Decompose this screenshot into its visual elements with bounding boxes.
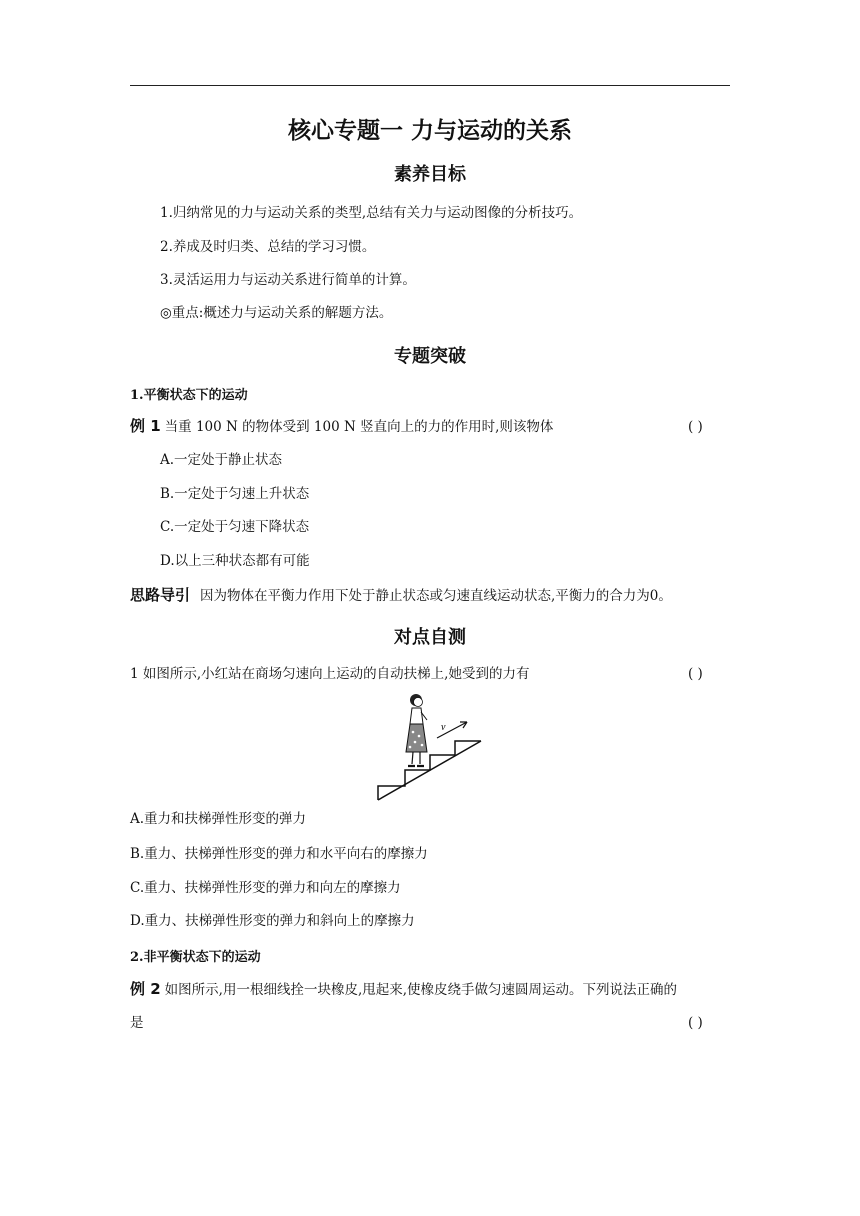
girl-figure: [406, 694, 427, 766]
example-2-label: 例 2: [130, 980, 161, 998]
example-1-option-b: B.一定处于匀速上升状态: [160, 486, 310, 502]
example-1-label: 例 1: [130, 417, 161, 435]
thinking-guide: [130, 586, 672, 605]
breakthrough-heading: 专题突破: [394, 346, 466, 367]
question-1-text: 1 如图所示,小红站在商场匀速向上运动的自动扶梯上,她受到的力有: [130, 666, 530, 682]
goal-item-3: 3.灵活运用力与运动关系进行简单的计算。: [160, 272, 416, 288]
page-title: 核心专题一 力与运动的关系: [287, 118, 572, 144]
thinking-guide-text: 因为物体在平衡力作用下处于静止状态或匀速直线运动状态,平衡力的合力为0。: [200, 588, 672, 604]
goal-item-2: 2.养成及时归类、总结的学习习惯。: [160, 239, 376, 255]
answer-blank: ( ): [688, 1015, 703, 1031]
thinking-guide-label: 思路导引: [130, 586, 191, 604]
selftest-heading: 对点自测: [394, 627, 466, 648]
example-1-option-d: D.以上三种状态都有可能: [160, 553, 310, 569]
velocity-label: v: [441, 722, 446, 733]
question-1-option-a: A.重力和扶梯弹性形变的弹力: [130, 811, 307, 827]
example-1-question: [130, 417, 553, 436]
answer-blank: ( ): [688, 419, 703, 435]
example-1-text: 当重 100 N 的物体受到 100 N 竖直向上的力的作用时,则该物体: [164, 419, 554, 435]
escalator-figure: [375, 690, 485, 802]
example-1-option-a: A.一定处于静止状态: [160, 452, 283, 468]
goal-item-1: 1.归纳常见的力与运动关系的类型,总结有关力与运动图像的分析技巧。: [160, 205, 583, 221]
question-1-option-b: B.重力、扶梯弹性形变的弹力和水平向右的摩擦力: [130, 846, 428, 862]
header-rule: [130, 85, 730, 86]
example-2-text-cont: 是: [130, 1015, 144, 1031]
example-2-question: [130, 980, 677, 999]
goals-heading: 素养目标: [394, 164, 466, 185]
question-1-option-d: D.重力、扶梯弹性形变的弹力和斜向上的摩擦力: [130, 913, 415, 929]
example-2-text: 如图所示,用一根细线拴一块橡皮,甩起来,使橡皮绕手做匀速圆周运动。下列说法正确的: [164, 982, 678, 998]
subsection-1-title: 1.平衡状态下的运动: [130, 388, 248, 403]
goal-key-point: ◎重点:概述力与运动关系的解题方法。: [160, 305, 393, 321]
question-1-option-c: C.重力、扶梯弹性形变的弹力和向左的摩擦力: [130, 880, 401, 896]
answer-blank: ( ): [688, 666, 703, 682]
subsection-2-title: 2.非平衡状态下的运动: [130, 950, 261, 965]
example-1-option-c: C.一定处于匀速下降状态: [160, 519, 310, 535]
